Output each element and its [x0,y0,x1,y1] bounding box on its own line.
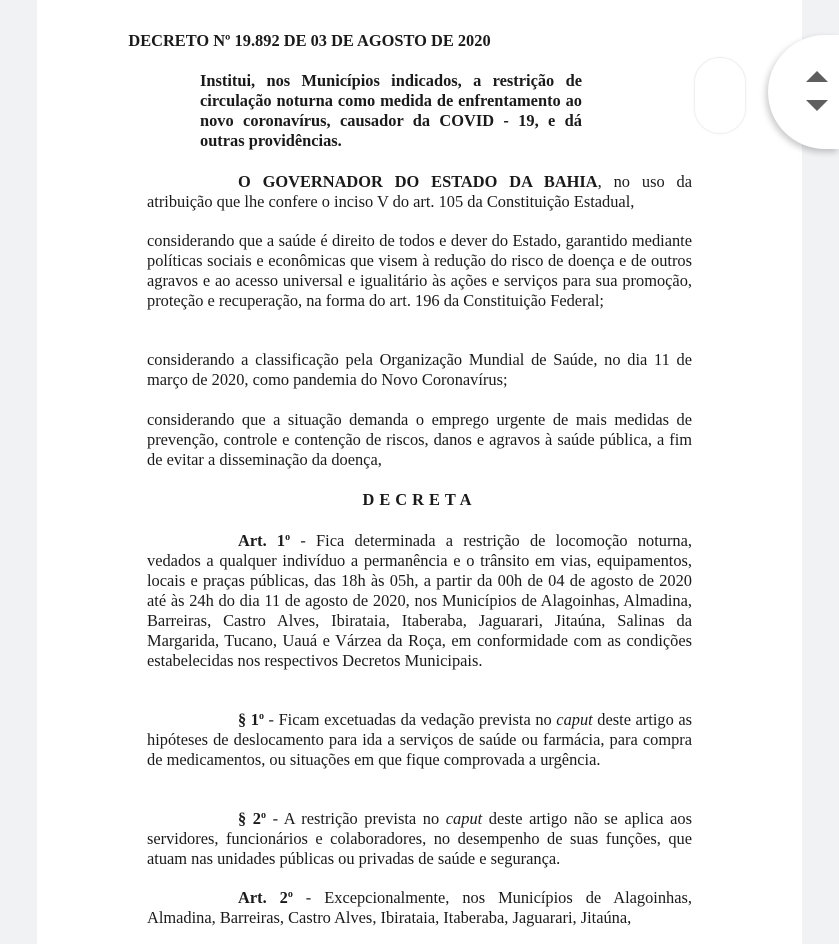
article-2-ordinal: o [287,889,293,900]
paragraph-2-text-before: - A restrição prevista no [266,809,446,828]
paragraph-2-ordinal: o [261,810,266,821]
article-1 [147,531,692,671]
paragraph-1 [147,710,692,770]
paragraph-2-text-after: deste artigo não se aplica aos servidores, funcionários e colaboradores, no desempenho de suas funções, que atuam nas unidades públicas ou privadas de saúde e segurança. [147,809,692,868]
paragraph-1-label: § 1 [238,710,259,729]
paragraph-1-text-before: - Ficam excetuadas da vedação prevista no [263,710,557,729]
paragraph-1-caput: caput [556,710,593,729]
preamble-authority: O GOVERNADOR DO ESTADO DA BAHIA [238,172,598,191]
paragraph-2-label: § 2 [238,809,261,828]
article-2-text: - Excepcionalmente, nos Municípios de Alagoinhas, Almadina, Barreiras, Castro Alves, Ibirataia, Itaberaba, Jaguarari, Jitaúna, [147,888,693,927]
triangle-down-icon[interactable] [806,100,828,111]
paragraph-1-ordinal: o [258,711,264,722]
triangle-up-icon[interactable] [806,71,828,82]
paragraph-2 [147,809,692,869]
considerando-2: considerando a classificação pela Organização Mundial de Saúde, no dia 11 de março de 2020, como pandemia do Novo Coronavírus; [147,350,692,389]
preamble-text: , no uso da atribuição que lhe confere o inciso V do art. 105 da Constituição Estadual, [147,172,692,211]
paragraph-1-text-after: deste artigo as hipóteses de deslocamento para ida a serviços de saúde ou farmácia, para compra de medicamentos, ou situações em que fique comprovada a urgência. [147,710,692,769]
decree-title: DECRETO Nº 19.892 DE 03 DE AGOSTO DE 2020 [128,31,491,50]
article-2-label: Art. 2 [238,888,288,907]
page-navigation [762,29,839,157]
preamble [147,172,692,212]
decree-ementa: Institui, nos Municípios indicados, a restrição de circulação noturna como medida de enfrentamento ao novo coronavírus, causador da COVID - 19, e dá outras providências. [200,71,582,150]
overlay-pill[interactable] [694,57,746,134]
article-1-ordinal: o [285,532,291,543]
document-page [37,0,802,944]
considerando-3: considerando que a situação demanda o emprego urgente de mais medidas de prevenção, controle e contenção de riscos, danos e agravos à saúde pública, a fim de evitar a disseminação da doença, [147,410,692,469]
article-1-label: Art. 1 [238,531,286,550]
article-2 [147,888,692,928]
considerando-1: considerando que a saúde é direito de todos e dever do Estado, garantido mediante políticas sociais e econômicas que visem à redução do risco de doença e de outros agravos e ao acesso universal e igualitário às ações e serviços para sua promoção, proteção e recuperação, na forma do art. 196 da Constituição Federal; [147,231,692,310]
decreta-heading: DECRETA [362,490,477,509]
paragraph-2-caput: caput [445,809,483,828]
article-1-text: - Fica determinada a restrição de locomoção noturna, vedados a qualquer indivíduo a permanência e o trânsito em vias, equipamentos, locais e praças públicas, das 18h às 05h, a partir da 00h de 04 de agosto de 2020 até às 24h do dia 11 de agosto de 2020, nos Municípios de Alagoinhas, Almadina, Barreiras, Castro Alves, Ibirataia, Itaberaba, Jaguarari, Jitaúna, Salinas da Margarida, Tucano, Uauá e Várzea da Roça, em conformidade com as condições estabelecidas nos respectivos Decretos Municipais. [147,531,692,670]
page-navigation-button[interactable] [768,35,839,149]
